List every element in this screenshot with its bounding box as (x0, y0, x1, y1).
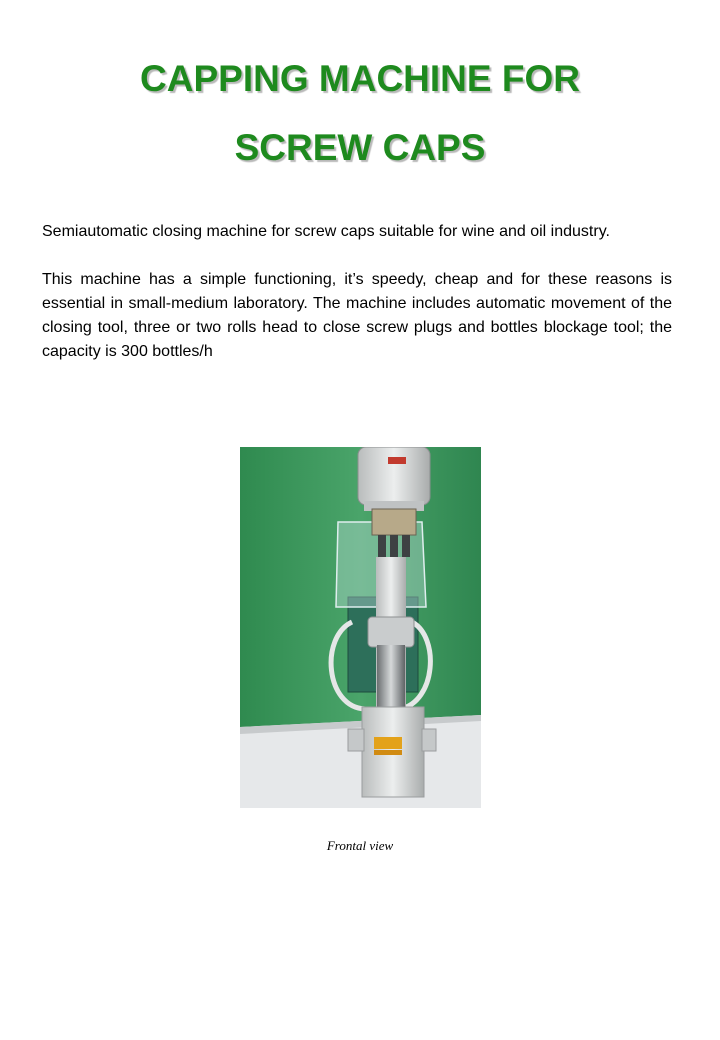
description-paragraph-2: This machine has a simple functioning, it’s speedy, cheap and for these reasons is essential in small-medium laboratory. The machine includes automatic movement of the closing tool, three or two rolls head to close screw plugs and bottles blockage tool; the capacity is 300 bottles/h (42, 271, 672, 360)
machine-photo (240, 447, 481, 808)
description-paragraph-1: Semiautomatic closing machine for screw caps suitable for wine and oil industry. (42, 223, 610, 240)
page-title-line-1: CAPPING MACHINE FOR (140, 58, 580, 99)
page-title-line-2: SCREW CAPS (234, 127, 486, 168)
figure-caption: Frontal view (326, 838, 394, 853)
